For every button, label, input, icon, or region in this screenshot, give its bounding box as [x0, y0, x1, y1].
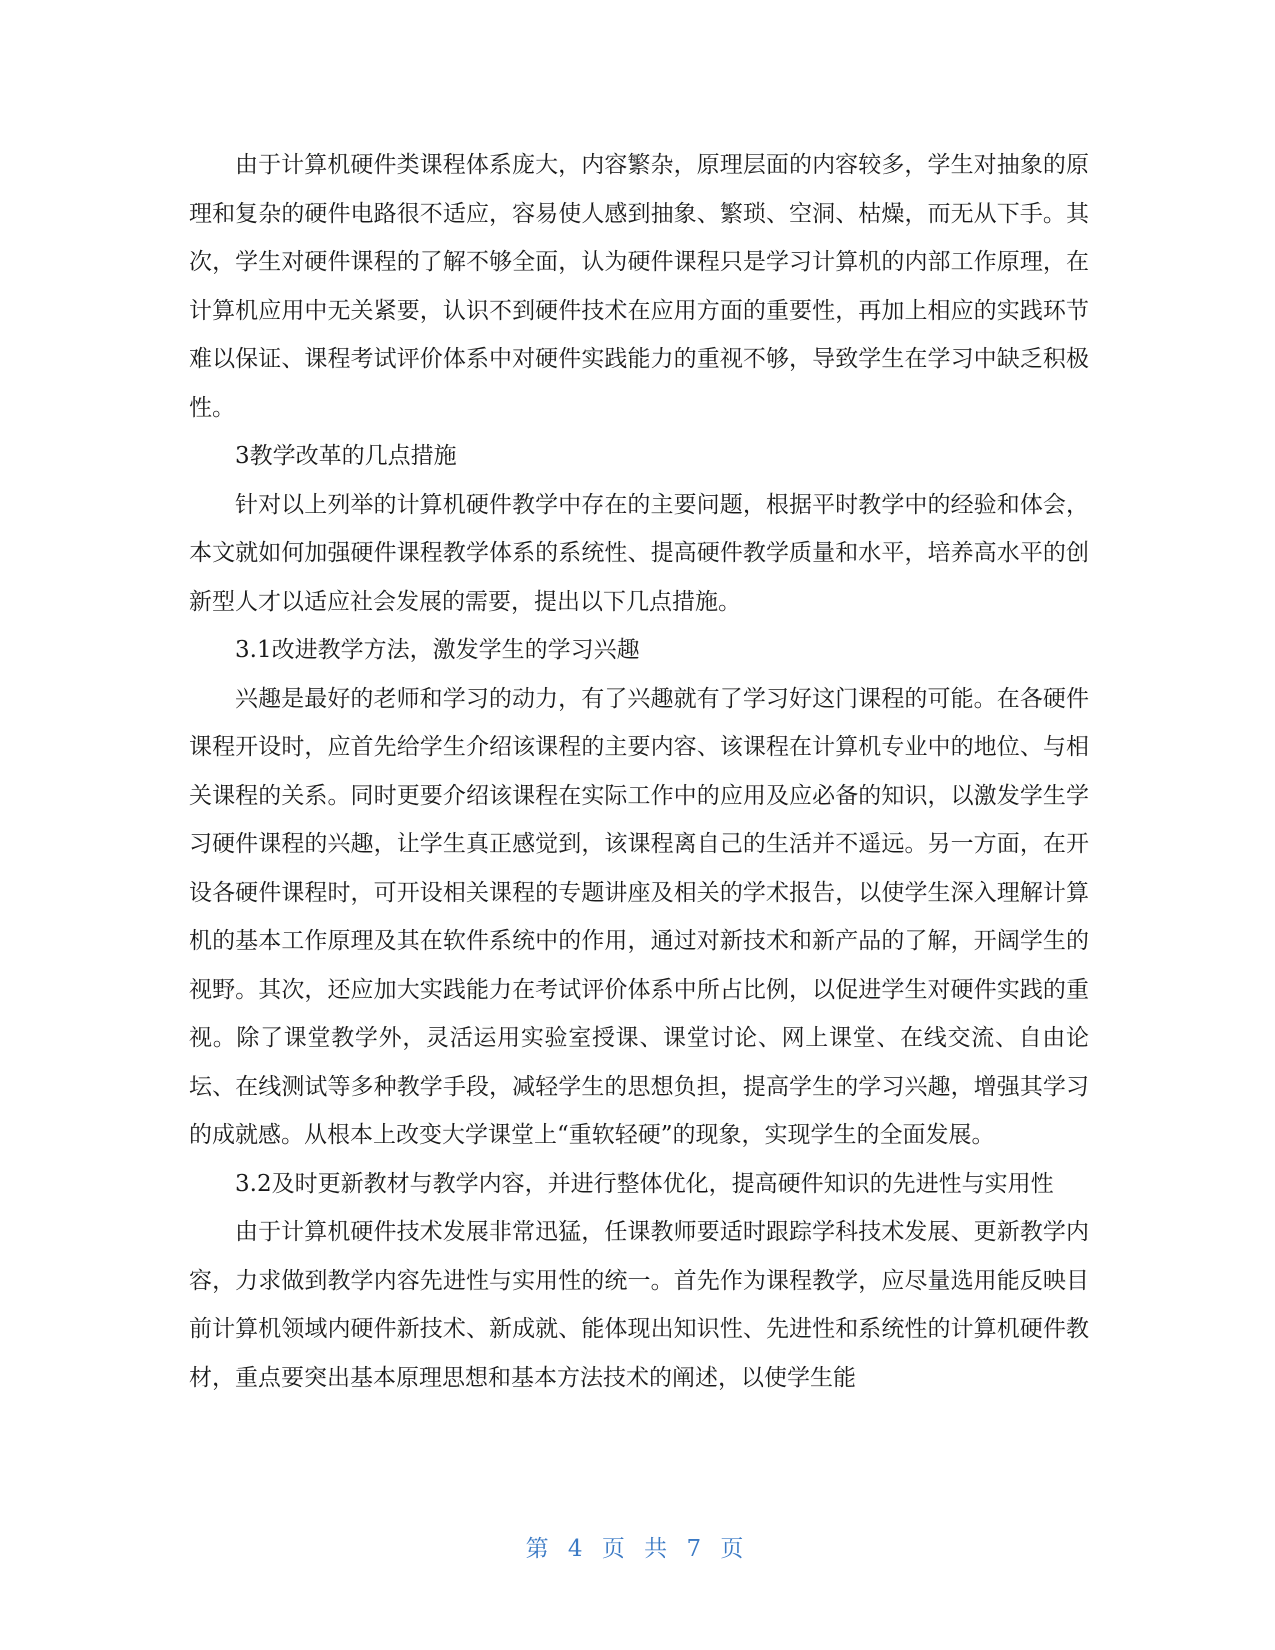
- section-heading-3-1: 3.1改进教学方法，激发学生的学习兴趣: [235, 637, 640, 663]
- document-body: [189, 141, 1089, 1402]
- paragraph-1: 由于计算机硬件类课程体系庞大，内容繁杂，原理层面的内容较多，学生对抽象的原理和复杂的硬件电路很不适应，容易使人感到抽象、繁琐、空洞、枯燥，而无从下手。其次，学生对硬件课程的了解不够全面，认为硬件课程只是学习计算机的内部工作原理，在计算机应用中无关紧要，认识不到硬件技术在应用方面的重要性，再加上相应的实践环节难以保证、课程考试评价体系中对硬件实践能力的重视不够，导致学生在学习中缺乏积极性。: [189, 152, 1089, 421]
- paragraph-3: 兴趣是最好的老师和学习的动力，有了兴趣就有了学习好这门课程的可能。在各硬件课程开设时，应首先给学生介绍该课程的主要内容、该课程在计算机专业中的地位、与相关课程的关系。同时更要介绍该课程在实际工作中的应用及应必备的知识，以激发学生学习硬件课程的兴趣，让学生真正感觉到，该课程离自己的生活并不遥远。另一方面，在开设各硬件课程时，可开设相关课程的专题讲座及相关的学术报告，以使学生深入理解计算机的基本工作原理及其在软件系统中的作用，通过对新技术和新产品的了解，开阔学生的视野。其次，还应加大实践能力在考试评价体系中所占比例，以促进学生对硬件实践的重视。除了课堂教学外，灵活运用实验室授课、课堂讨论、网上课堂、在线交流、自由论坛、在线测试等多种教学手段，减轻学生的思想负担，提高学生的学习兴趣，增强其学习的成就感。从根本上改变大学课堂上“重软轻硬”的现象，实现学生的全面发展。: [189, 685, 1089, 1148]
- section-heading-3: 3教学改革的几点措施: [235, 443, 457, 469]
- section-heading-3-2: 3.2及时更新教材与教学内容，并进行整体优化，提高硬件知识的先进性与实用性: [235, 1170, 1054, 1197]
- paragraph-4: 由于计算机硬件技术发展非常迅猛，任课教师要适时跟踪学科技术发展、更新教学内容，力求做到教学内容先进性与实用性的统一。首先作为课程教学，应尽量选用能反映目前计算机领域内硬件新技术、新成就、能体现出知识性、先进性和系统性的计算机硬件教材，重点要突出基本原理思想和基本方法技术的阐述，以使学生能: [189, 1219, 1089, 1391]
- paragraph-2: 针对以上列举的计算机硬件教学中存在的主要问题，根据平时教学中的经验和体会，本文就如何加强硬件课程教学体系的系统性、提高硬件教学质量和水平，培养高水平的创新型人才以适应社会发展的需要，提出以下几点措施。: [189, 491, 1089, 615]
- page-number-footer: 第 4 页 共 7 页: [525, 1536, 750, 1562]
